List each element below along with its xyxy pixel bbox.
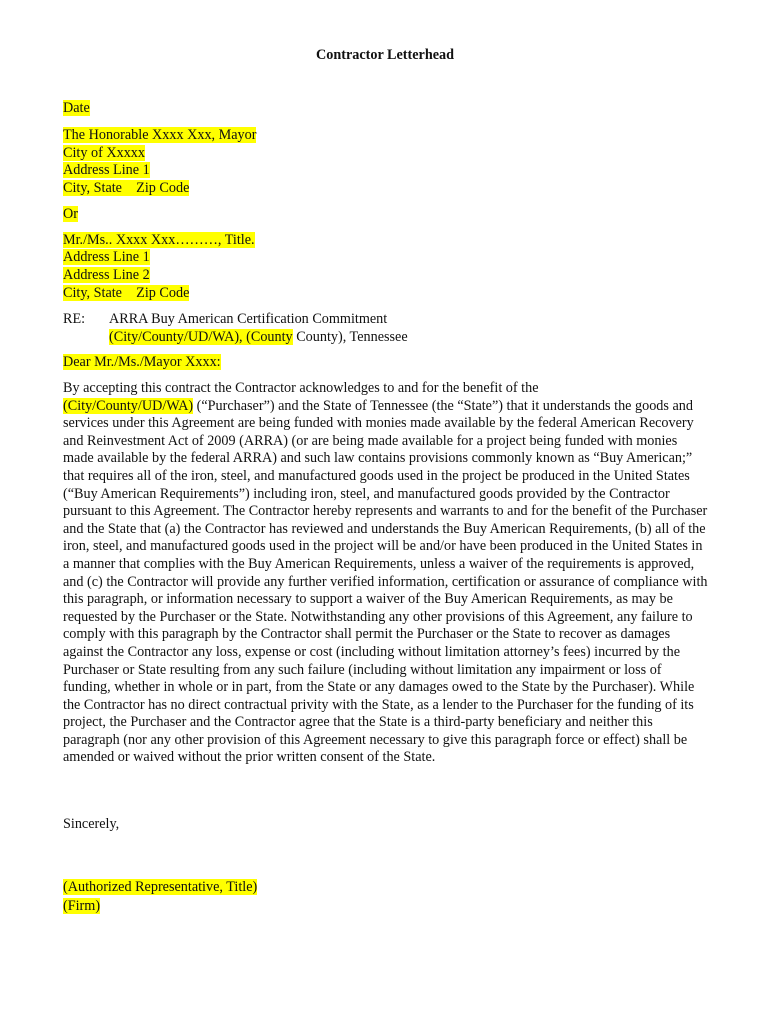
- alt-city-state-zip-line: [63, 285, 189, 303]
- date-line: [63, 100, 90, 118]
- or-line: [63, 206, 78, 224]
- re-subject-line1: ARRA Buy American Certification Commitment: [109, 311, 388, 327]
- re-label: RE:: [63, 311, 86, 327]
- mayor-name: The Honorable Xxxx Xxx, Mayor: [63, 127, 257, 143]
- alt-address1-line: [63, 249, 150, 267]
- mayor-city-state-zip-line: [63, 180, 189, 198]
- alt-address2-line: [63, 267, 150, 285]
- or-label: Or: [63, 206, 78, 222]
- alt-city-state-zip: City, State Zip Code: [63, 285, 190, 301]
- alt-address1: Address Line 1: [63, 249, 150, 265]
- salutation-line: [63, 354, 221, 372]
- mayor-city: City of Xxxxx: [63, 145, 145, 161]
- re-subject-line2: [109, 329, 408, 346]
- body-intro: By accepting this contract the Contractor acknowledges to and for the benefit of the: [63, 380, 539, 396]
- salutation: Dear Mr./Ms./Mayor Xxxx:: [63, 354, 221, 370]
- mayor-address: Address Line 1: [63, 162, 150, 178]
- mayor-address-line: [63, 162, 150, 180]
- signature-firm-line: [63, 898, 100, 916]
- date-placeholder: Date: [63, 100, 90, 116]
- letterhead-title: Contractor Letterhead: [315, 47, 455, 63]
- signature-representative: (Authorized Representative, Title): [63, 879, 258, 895]
- closing: Sincerely,: [63, 816, 120, 832]
- re-jurisdiction-rest: County), Tennessee: [292, 329, 408, 345]
- body-text: (“Purchaser”) and the State of Tennessee (the “State”) that it understands the goods and services under this Agreement are being funded with monies made available by the federal American Recovery and Reinvestment Act of 2009 (ARRA) (or are being made available for a project being funded with monies made available by the federal ARRA) and such law contains provisions commonly known as “Buy American;” that requires all of the iron, steel, and manufactured goods used in the project be produced in the United States (“Buy American Requirements”) including iron, steel, and manufactured goods provided by the Contractor pursuant to this Agreement. The Contractor hereby represents and warrants to and for the benefit of the Purchaser and the State that (a) the Contractor has reviewed and understands the Buy American Requirements, (b) all of the iron, steel, and manufactured goods used in the project will be and/or have been produced in the United States in a manner that complies with the Buy American Requirements, unless a waiver of the requirements is approved, and (c) the Contractor will provide any further verified information, certification or assurance of compliance with this paragraph, or information necessary to support a waiver of the Buy American Requirements, as may be requested by the Purchaser or the State. Notwithstanding any other provisions of this Agreement, any failure to comply with this paragraph by the Contractor shall permit the Purchaser or the State to recover as damages against the Contractor any loss, expense or cost (including without limitation attorney’s fees) incurred by the Purchaser or State resulting from any such failure (including without limitation any impairment or loss of funding, whether in whole or in part, from the State or any damages owed to the State by the Purchaser). While the Contractor has no direct contractual privity with the State, as a lender to the Purchaser for the funding of its project, the Purchaser and the Contractor agree that the State is a third-party beneficiary and neither this paragraph (nor any other provision of this Agreement necessary to give this paragraph force or effect) shall be amended or waived without the prior written consent of the State.: [63, 397, 708, 766]
- re-jurisdiction-highlight: (City/County/UD/WA), (County: [109, 329, 293, 345]
- mayor-city-state-zip: City, State Zip Code: [63, 180, 190, 196]
- signature-firm: (Firm): [63, 898, 101, 914]
- alt-name-line: [63, 232, 255, 250]
- signature-rep-line: [63, 879, 257, 897]
- alt-address2: Address Line 2: [63, 267, 150, 283]
- alt-recipient-name: Mr./Ms.. Xxxx Xxx………, Title.: [63, 232, 255, 248]
- body-paragraph: [63, 380, 708, 767]
- mayor-city-line: [63, 145, 145, 163]
- body-purchaser-highlight: (City/County/UD/WA): [63, 397, 194, 414]
- mayor-name-line: [63, 127, 256, 145]
